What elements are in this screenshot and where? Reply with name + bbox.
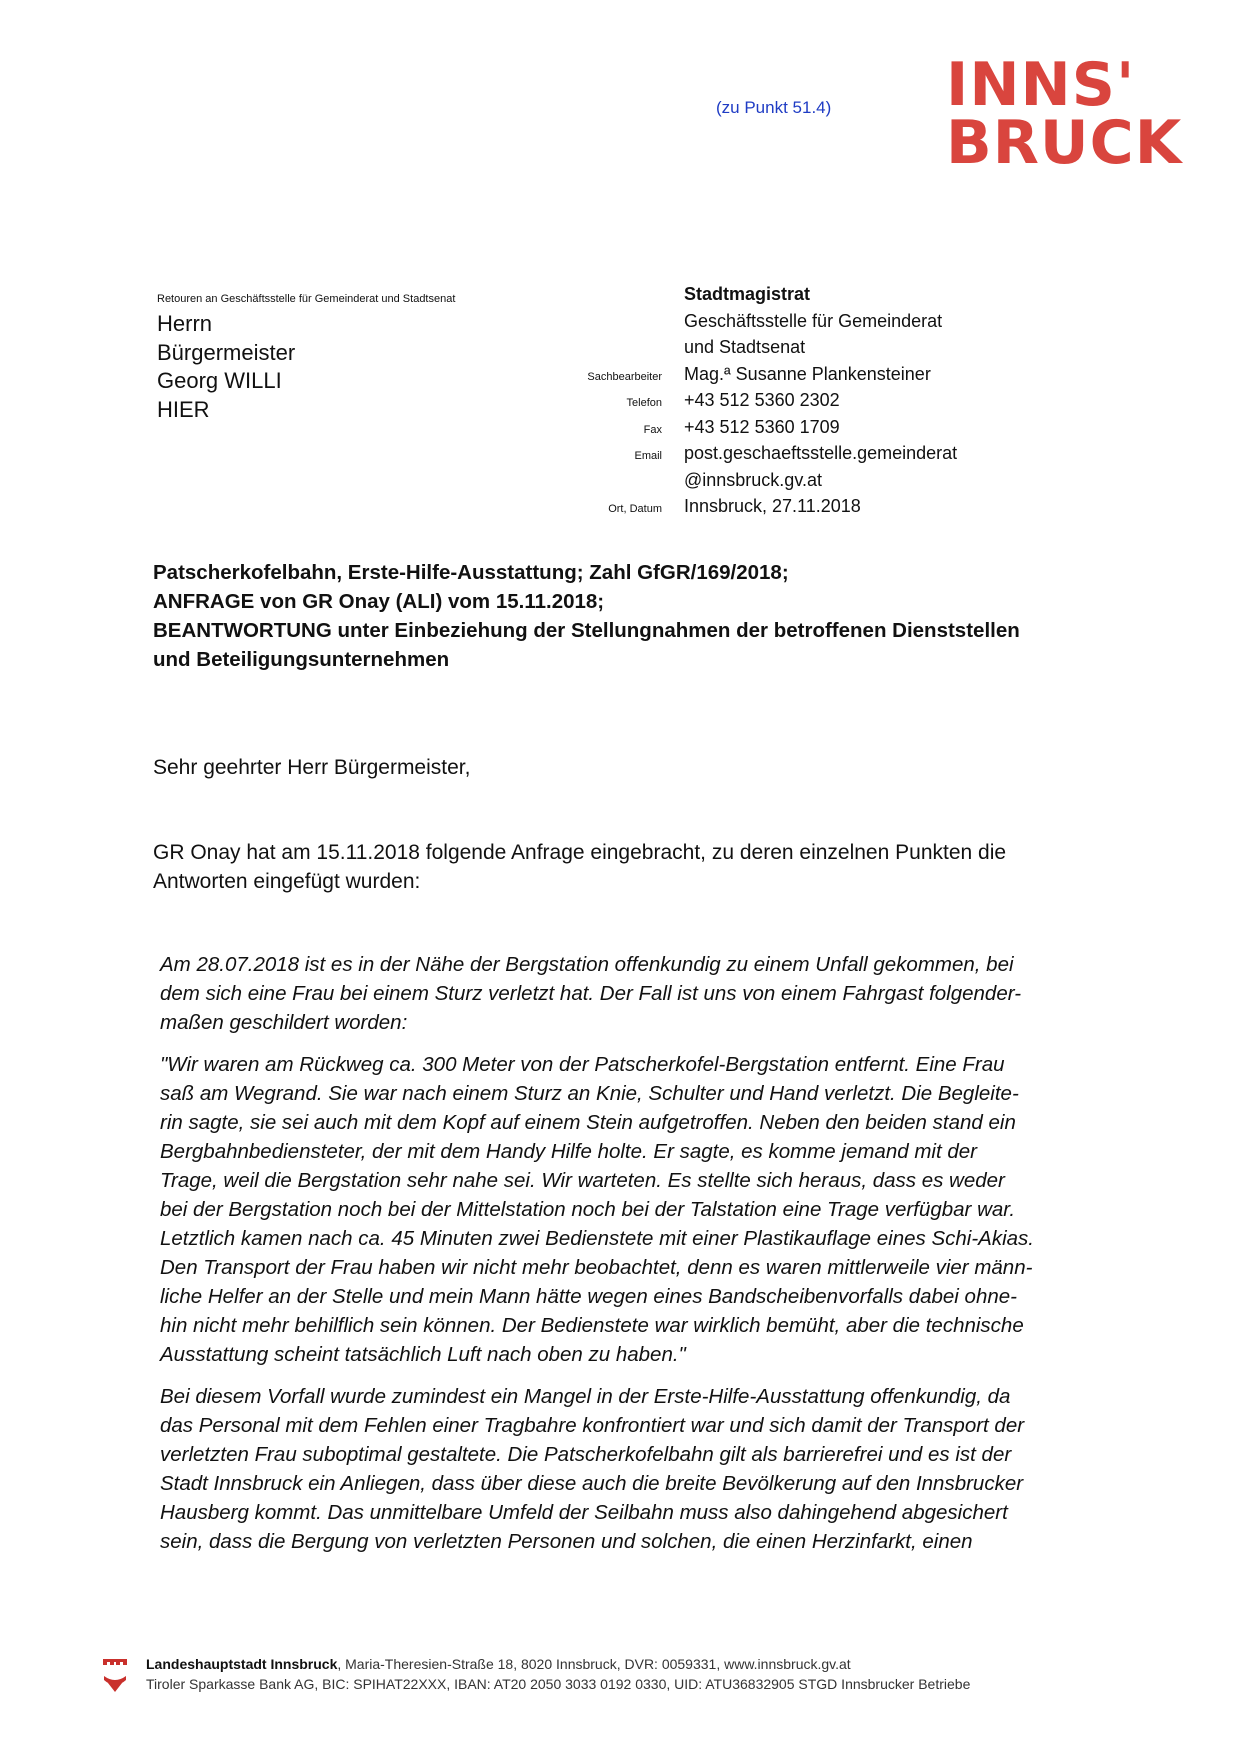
quote-line: "Wir waren am Rückweg ca. 300 Meter von der Patscherkofel-Bergstation entfernt. Eine Frau: [160, 1053, 1005, 1076]
sender-office: Stadtmagistrat: [684, 284, 811, 304]
quote-paragraph-3: [160, 1382, 1160, 1556]
place-date: Innsbruck, 27.11.2018: [684, 496, 861, 516]
fax-number: +43 512 5360 1709: [684, 416, 840, 437]
intro-line: Antworten eingefügt wurden:: [153, 870, 421, 893]
quote-line: verletzten Frau suboptimal gestaltete. Die Patscherkofelbahn gilt als barrierefrei und es ist der: [160, 1443, 1012, 1466]
subject-heading: [153, 558, 1193, 674]
subject-line: Patscherkofelbahn, Erste-Hilfe-Ausstattung; Zahl GfGR/169/2018;: [153, 561, 789, 584]
quote-line: Hausberg kommt. Das unmittelbare Umfeld der Seilbahn muss also dahingehend abgesichert: [160, 1501, 1008, 1524]
quote-line: Letztlich kamen nach ca. 45 Minuten zwei Bedienstete mit einer Plastikauflage eines Schi-Akias.: [160, 1227, 1034, 1250]
subject-line: und Beteiligungsunternehmen: [153, 648, 450, 671]
reference-note: (zu Punkt 51.4): [716, 98, 832, 117]
intro-line: GR Onay hat am 15.11.2018 folgende Anfrage eingebracht, zu deren einzelnen Punkten die: [153, 841, 1007, 864]
quote-paragraph-1: [160, 950, 1160, 1037]
footer-line-2: Tiroler Sparkasse Bank AG, BIC: SPIHAT22XXX, IBAN: AT20 2050 3033 0192 0330, UID: ATU36832905 STGD Innsbrucker Betriebe: [146, 1676, 971, 1692]
return-address: Retouren an Geschäftsstelle für Gemeinderat und Stadtsenat: [157, 293, 456, 305]
addressee-line: Bürgermeister: [157, 339, 296, 365]
quote-line: Am 28.07.2018 ist es in der Nähe der Bergstation offenkundig zu einem Unfall gekommen, bei: [160, 953, 1014, 976]
quote-line: Bei diesem Vorfall wurde zumindest ein Mangel in der Erste-Hilfe-Ausstattung offenkundig, da: [160, 1385, 1011, 1408]
clerk-label: Sachbearbeiter: [587, 370, 662, 383]
salutation: Sehr geehrter Herr Bürgermeister,: [153, 756, 471, 779]
innsbruck-logo: [946, 50, 1186, 178]
quote-line: Ausstattung scheint tatsächlich Luft nach oben zu haben.": [160, 1343, 686, 1366]
city-crest-icon: [102, 1654, 128, 1694]
addressee-line: HIER: [157, 396, 210, 422]
quote-line: das Personal mit dem Fehlen einer Tragbahre konfrontiert war und sich damit der Transport der: [160, 1414, 1025, 1437]
logo-line-1: INNS': [946, 50, 1136, 120]
email-line-1: post.geschaeftsstelle.gemeinderat: [684, 443, 958, 463]
phone-number: +43 512 5360 2302: [684, 390, 840, 410]
fax-label: Fax: [643, 423, 662, 436]
quote-line: dem sich eine Frau bei einem Sturz verletzt hat. Der Fall ist uns von einem Fahrgast folgender-: [160, 982, 1022, 1005]
date-label: Ort, Datum: [608, 503, 662, 515]
footer-address: , Maria-Theresien-Straße 18, 8020 Innsbruck, DVR: 0059331, www.innsbruck.gv.at: [337, 1656, 851, 1672]
quote-line: bei der Bergstation noch bei der Mittelstation noch bei der Talstation eine Trage verfügbar war.: [160, 1198, 1016, 1221]
addressee-line: Georg WILLI: [157, 368, 282, 393]
quote-paragraph-2: [160, 1050, 1160, 1369]
sender-info-block: [540, 284, 1220, 523]
footer-line-1: [146, 1654, 970, 1674]
subject-line: BEANTWORTUNG unter Einbeziehung der Stellungnahmen der betroffenen Dienststellen: [153, 619, 1020, 642]
footer-text: [146, 1654, 970, 1694]
sender-dept-line-2: und Stadtsenat: [684, 337, 806, 357]
quote-line: Bergbahnbediensteter, der mit dem Handy Hilfe holte. Er sagte, es komme jemand mit der: [160, 1140, 977, 1163]
footer-org: Landeshauptstadt Innsbruck: [146, 1656, 338, 1672]
quote-line: liche Helfer an der Stelle und mein Mann hätte wegen eines Bandscheibenvorfalls dabei ohne-: [160, 1285, 1017, 1308]
quote-line: Stadt Innsbruck ein Anliegen, dass über diese auch die breite Bevölkerung auf den Innsbrucker: [160, 1472, 1024, 1495]
sender-dept-line-1: Geschäftsstelle für Gemeinderat: [684, 310, 943, 331]
quote-line: rin sagte, sie sei auch mit dem Kopf auf einem Stein aufgetroffen. Neben den beiden stand ein: [160, 1111, 1016, 1134]
quote-line: sein, dass die Bergung von verletzten Personen und solchen, die einen Herzinfarkt, einen: [160, 1530, 973, 1553]
email-line-2: @innsbruck.gv.at: [684, 469, 822, 490]
quoted-inquiry: [160, 950, 1160, 1569]
clerk-name: Mag.ª Susanne Plankensteiner: [684, 363, 931, 384]
phone-label: Telefon: [626, 397, 662, 409]
quote-line: Den Transport der Frau haben wir nicht mehr beobachtet, denn es waren mittlerweile vier männ-: [160, 1256, 1033, 1279]
quote-line: Trage, weil die Bergstation sehr nahe sei. Wir warteten. Es stellte sich heraus, dass es weder: [160, 1169, 1005, 1192]
quote-line: saß am Wegrand. Sie war nach einem Sturz an Knie, Schulter und Hand verletzt. Die Begleite-: [160, 1082, 1019, 1105]
addressee-line: Herrn: [157, 311, 213, 336]
subject-line: ANFRAGE von GR Onay (ALI) vom 15.11.2018;: [153, 590, 605, 613]
addressee-block: [157, 310, 295, 424]
intro-paragraph: [153, 838, 1153, 896]
quote-line: maßen geschildert worden:: [160, 1011, 408, 1034]
logo-line-2: BRUCK: [946, 108, 1183, 178]
quote-line: hin nicht mehr behilflich sein können. Der Bedienstete war wirklich bemüht, aber die technische: [160, 1314, 1024, 1337]
email-label: Email: [634, 450, 662, 462]
